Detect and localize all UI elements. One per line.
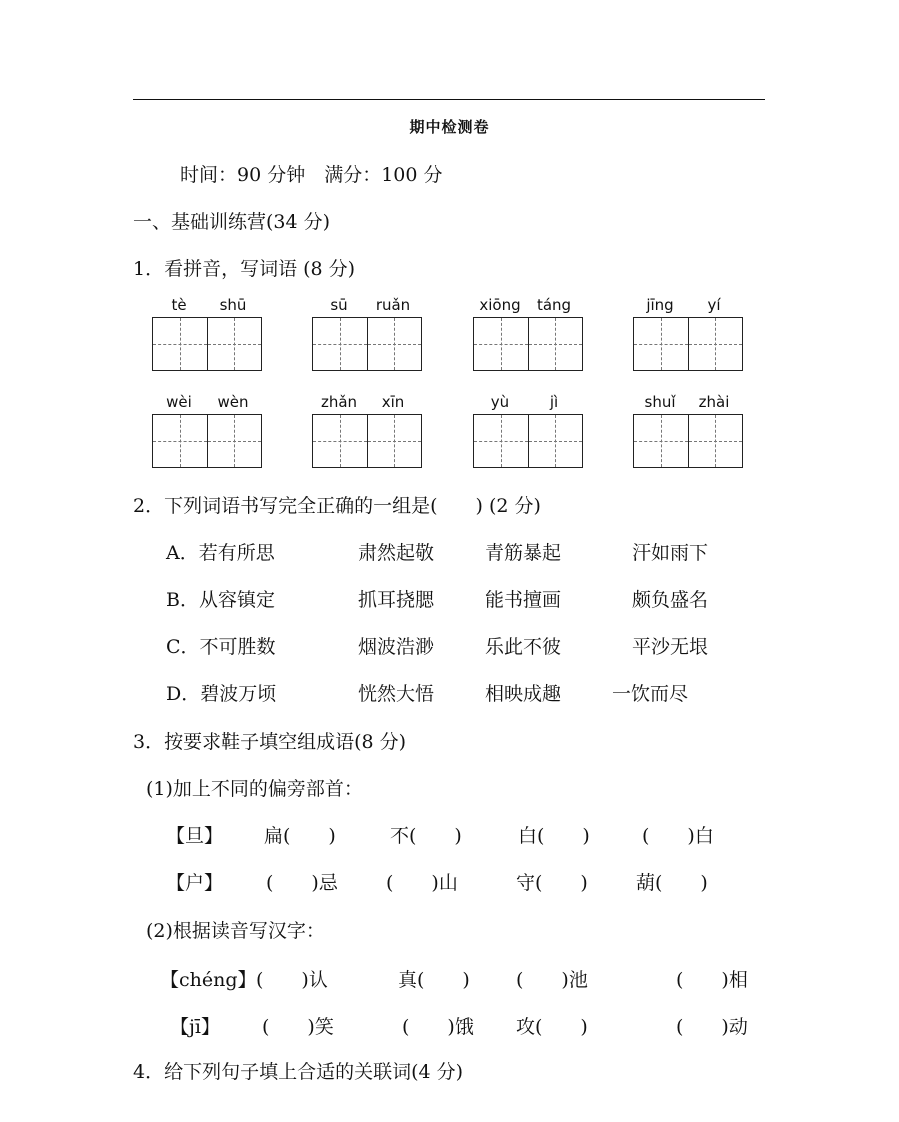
fill-blank[interactable]: ( )山 xyxy=(386,872,458,894)
writing-grid[interactable] xyxy=(633,317,743,371)
writing-grid[interactable] xyxy=(312,317,422,371)
pinyin-grid-group xyxy=(312,393,422,473)
sub-question-1-label: (1)加上不同的偏旁部首： xyxy=(146,778,363,800)
fill-blank[interactable]: ( )相 xyxy=(676,969,748,991)
writing-grid[interactable] xyxy=(152,414,262,468)
question-3-prompt: 3．按要求鞋子填空组成语(8 分) xyxy=(133,731,407,753)
pinyin-label: zhǎn xyxy=(320,393,358,411)
option-word: 颇负盛名 xyxy=(632,589,709,611)
writing-grid[interactable] xyxy=(473,317,583,371)
fill-blank[interactable]: 守( ) xyxy=(516,872,588,894)
pinyin-label: shuǐ xyxy=(644,393,676,411)
fill-blank[interactable]: ( )白 xyxy=(642,825,714,847)
fill-blank[interactable]: 不( ) xyxy=(390,825,462,847)
radical-key: 【户】 xyxy=(166,872,224,894)
fill-blank[interactable]: ( )笑 xyxy=(262,1016,334,1038)
pinyin-label: ruǎn xyxy=(375,296,411,314)
option-c-label[interactable]: C．不可胜数 xyxy=(166,636,276,658)
option-word: 抓耳挠腮 xyxy=(358,589,435,611)
pinyin-label: yù xyxy=(490,393,510,411)
fill-blank[interactable]: 葫( ) xyxy=(636,872,708,894)
question-1-prompt: 1．看拼音，写词语 (8 分) xyxy=(133,258,356,280)
pinyin-grid-group xyxy=(633,393,743,473)
pinyin-label: tè xyxy=(171,296,187,314)
pinyin-label: shū xyxy=(219,296,247,314)
pinyin-grid-group xyxy=(473,296,583,376)
pinyin-label: táng xyxy=(536,296,572,314)
pinyin-grid-group xyxy=(473,393,583,473)
writing-grid[interactable] xyxy=(633,414,743,468)
writing-grid[interactable] xyxy=(312,414,422,468)
pinyin-label: xiōng xyxy=(479,296,521,314)
page-title: 期中检测卷 xyxy=(409,118,490,136)
option-word: 肃然起敬 xyxy=(358,542,435,564)
pinyin-grid-group xyxy=(312,296,422,376)
pinyin-label: sū xyxy=(330,296,348,314)
option-word: 平沙无垠 xyxy=(632,636,709,658)
option-a-label[interactable]: A．若有所思 xyxy=(166,542,275,564)
fill-blank[interactable]: ( )忌 xyxy=(266,872,338,894)
pinyin-grid-group xyxy=(152,393,262,473)
pinyin-label: jì xyxy=(549,393,559,411)
fill-blank[interactable]: 攻( ) xyxy=(516,1016,588,1038)
question-2-prompt: 2．下列词语书写完全正确的一组是( ) (2 分) xyxy=(133,495,541,517)
option-word: 恍然大悟 xyxy=(358,683,435,705)
question-4-prompt: 4．给下列句子填上合适的关联词(4 分) xyxy=(133,1061,464,1083)
pinyin-key: 【chéng】 xyxy=(160,969,257,991)
option-word: 烟波浩渺 xyxy=(358,636,435,658)
pinyin-label: wèn xyxy=(217,393,249,411)
pinyin-label: jīng xyxy=(646,296,674,314)
option-b-label[interactable]: B．从容镇定 xyxy=(166,589,275,611)
pinyin-label: xīn xyxy=(381,393,405,411)
option-word: 汗如雨下 xyxy=(632,542,709,564)
exam-meta: 时间：90 分钟 满分：100 分 xyxy=(180,164,443,186)
fill-blank[interactable]: ( )饿 xyxy=(402,1016,474,1038)
pinyin-grid-group xyxy=(152,296,262,376)
pinyin-grid-group xyxy=(633,296,743,376)
pinyin-label: wèi xyxy=(166,393,192,411)
fill-blank[interactable]: 扁( ) xyxy=(264,825,336,847)
pinyin-label: yí xyxy=(707,296,721,314)
fill-blank[interactable]: ( )池 xyxy=(516,969,588,991)
option-word: 乐此不彼 xyxy=(485,636,562,658)
pinyin-key: 【jī】 xyxy=(170,1016,220,1038)
fill-blank[interactable]: 真( ) xyxy=(398,969,470,991)
fill-blank[interactable]: ( )动 xyxy=(676,1016,748,1038)
header-rule xyxy=(133,99,765,100)
section-heading: 一、基础训练营(34 分) xyxy=(133,211,331,233)
option-d-label[interactable]: D．碧波万顷 xyxy=(166,683,277,705)
radical-key: 【旦】 xyxy=(166,825,224,847)
fill-blank[interactable]: ( )认 xyxy=(256,969,328,991)
option-word: 青筋暴起 xyxy=(485,542,562,564)
pinyin-label: zhài xyxy=(698,393,730,411)
fill-blank[interactable]: 白( ) xyxy=(518,825,590,847)
sub-question-2-label: (2)根据读音写汉字： xyxy=(146,920,325,942)
writing-grid[interactable] xyxy=(152,317,262,371)
option-word: 能书擅画 xyxy=(485,589,562,611)
writing-grid[interactable] xyxy=(473,414,583,468)
option-word: 一饮而尽 xyxy=(612,683,689,705)
option-word: 相映成趣 xyxy=(485,683,562,705)
